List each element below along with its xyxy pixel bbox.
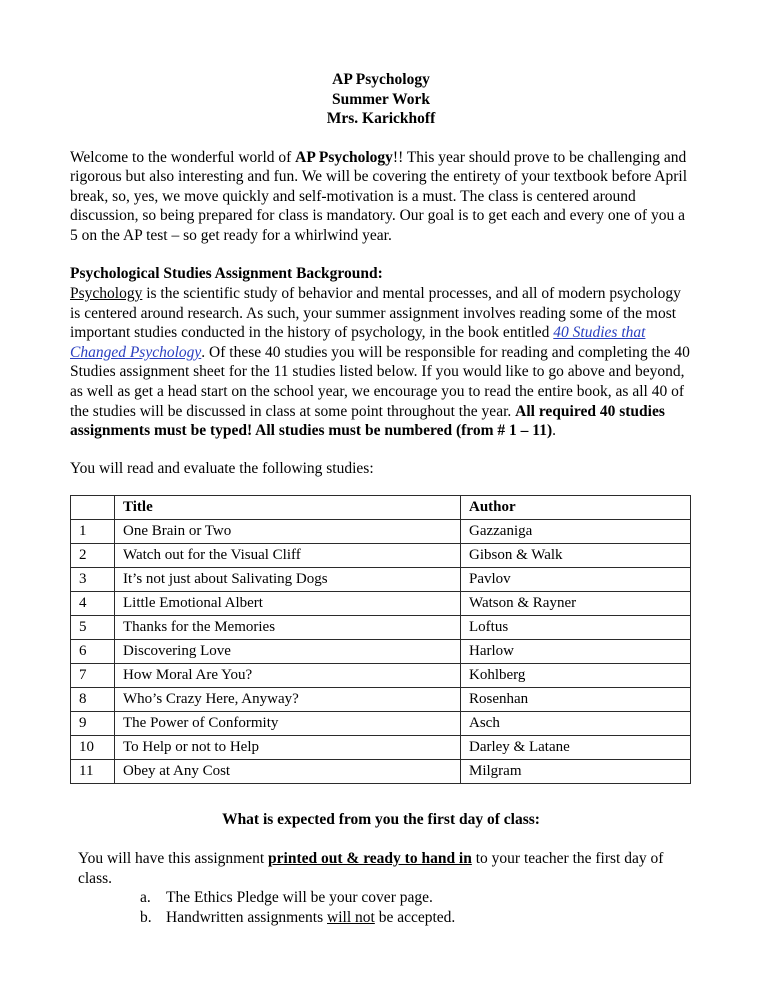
underlined-term-psychology: Psychology: [70, 285, 143, 303]
handin-text-part-1: You will have this assignment: [78, 850, 269, 867]
cell-number: 11: [71, 760, 115, 784]
cell-author: Darley & Latane: [461, 736, 691, 760]
background-bold-requirement: All required 40 studies assignments must be typed! All studies must be numbered (from # 1 – 11): [70, 402, 665, 440]
expectations-list: [70, 888, 692, 927]
handin-emphasis: printed out & ready to hand in: [268, 850, 472, 867]
list-marker: b.: [140, 908, 152, 926]
spacer: [70, 441, 692, 459]
table-row: [71, 664, 691, 688]
list-item-text-part-1: Handwritten assignments: [166, 908, 328, 926]
cell-title: Who’s Crazy Here, Anyway?: [115, 688, 461, 712]
table-row: [71, 736, 691, 760]
cell-author: Kohlberg: [461, 664, 691, 688]
table-row: [71, 544, 691, 568]
list-item: [140, 908, 692, 928]
title-line-1: AP Psychology: [332, 71, 430, 88]
cell-number: 4: [71, 592, 115, 616]
list-item-text-part-1: The Ethics Pledge will be your cover page.: [166, 889, 433, 907]
title-line-3: Mrs. Karickhoff: [326, 110, 436, 127]
cell-title: Little Emotional Albert: [115, 592, 461, 616]
cell-author: Milgram: [461, 760, 691, 784]
studies-table: [70, 495, 691, 784]
cell-number: 1: [71, 520, 115, 544]
cell-number: 9: [71, 712, 115, 736]
table-row: [71, 592, 691, 616]
cell-number: 3: [71, 568, 115, 592]
cell-author: Watson & Rayner: [461, 592, 691, 616]
table-row: [71, 640, 691, 664]
studies-intro-line: You will read and evaluate the following studies:: [70, 459, 374, 477]
intro-text-part-1: Welcome to the wonderful world of: [70, 148, 296, 166]
studies-table-head: [71, 496, 691, 520]
cell-title: Thanks for the Memories: [115, 616, 461, 640]
cell-title: It’s not just about Salivating Dogs: [115, 568, 461, 592]
background-paragraph: [70, 284, 692, 441]
spacer: [70, 830, 692, 849]
book-title-link[interactable]: 40 Studies that Changed Psychology: [70, 324, 646, 361]
list-item: [140, 888, 692, 908]
handin-instruction: [78, 849, 692, 888]
title-line-2: Summer Work: [331, 90, 431, 108]
cell-number: 2: [71, 544, 115, 568]
spacer: [70, 245, 692, 264]
background-text-part-1: is the scientific study of behavior and mental processes, and all of modern psychology is centered around research. As such, your summer assignment involves reading some of the most important studies conducted in the history of psychology, in the book entitled: [70, 285, 681, 342]
column-header-number: [71, 496, 115, 520]
column-header-title: Title: [115, 496, 461, 520]
spacer: [70, 129, 692, 148]
list-item-text-part-2: be accepted.: [374, 908, 456, 926]
spacer: [70, 478, 692, 495]
table-row: [71, 712, 691, 736]
cell-author: Loftus: [461, 616, 691, 640]
table-row: [71, 520, 691, 544]
cell-title: Discovering Love: [115, 640, 461, 664]
table-header-row: [71, 496, 691, 520]
document-content: [70, 70, 692, 927]
handin-text-part-2: to your teacher the first day of class.: [78, 850, 664, 887]
cell-author: Gazzaniga: [461, 520, 691, 544]
cell-author: Gibson & Walk: [461, 544, 691, 568]
cell-title: How Moral Are You?: [115, 664, 461, 688]
cell-author: Pavlov: [461, 568, 691, 592]
table-row: [71, 616, 691, 640]
expectations-heading: What is expected from you the first day of class:: [222, 811, 540, 829]
cell-title: The Power of Conformity: [115, 712, 461, 736]
intro-text-part-2: !! This year should prove to be challenging and rigorous but also interesting and fun. We will be covering the entirety of your textbook before April break, so, yes, we move quickly and self-motivation is a must. The class is centered around discussion, so being prepared for class is mandatory. Our goal is to get each and every one of you a 5 on the AP test – so get ready for a whirlwind year.: [70, 148, 688, 244]
column-header-author: Author: [461, 496, 691, 520]
studies-table-body: [71, 520, 691, 784]
intro-paragraph: [70, 148, 692, 246]
table-row: [71, 568, 691, 592]
section-heading-background: Psychological Studies Assignment Background:: [70, 265, 383, 283]
cell-title: To Help or not to Help: [115, 736, 461, 760]
table-row: [71, 688, 691, 712]
table-row: [71, 760, 691, 784]
cell-number: 5: [71, 616, 115, 640]
cell-number: 8: [71, 688, 115, 712]
page-title: [70, 70, 692, 129]
cell-number: 7: [71, 664, 115, 688]
background-text-part-2: . Of these 40 studies you will be responsible for reading and completing the 40 Studies assignment sheet for the 11 studies listed below. If you would like to go above and beyond, as well as get a head start on the school year, we encourage you to read the entire book, as all 40 of the studies will be discussed in class at some point throughout the year.: [70, 343, 690, 420]
intro-bold-ap-psychology: AP Psychology: [295, 148, 393, 166]
cell-number: 10: [71, 736, 115, 760]
cell-author: Harlow: [461, 640, 691, 664]
list-marker: a.: [140, 889, 151, 907]
cell-author: Asch: [461, 712, 691, 736]
list-item-underlined: will not: [327, 908, 375, 926]
cell-title: One Brain or Two: [115, 520, 461, 544]
cell-title: Obey at Any Cost: [115, 760, 461, 784]
cell-number: 6: [71, 640, 115, 664]
spacer: [70, 784, 692, 810]
cell-title: Watch out for the Visual Cliff: [115, 544, 461, 568]
cell-author: Rosenhan: [461, 688, 691, 712]
background-text-part-3: .: [552, 422, 556, 440]
